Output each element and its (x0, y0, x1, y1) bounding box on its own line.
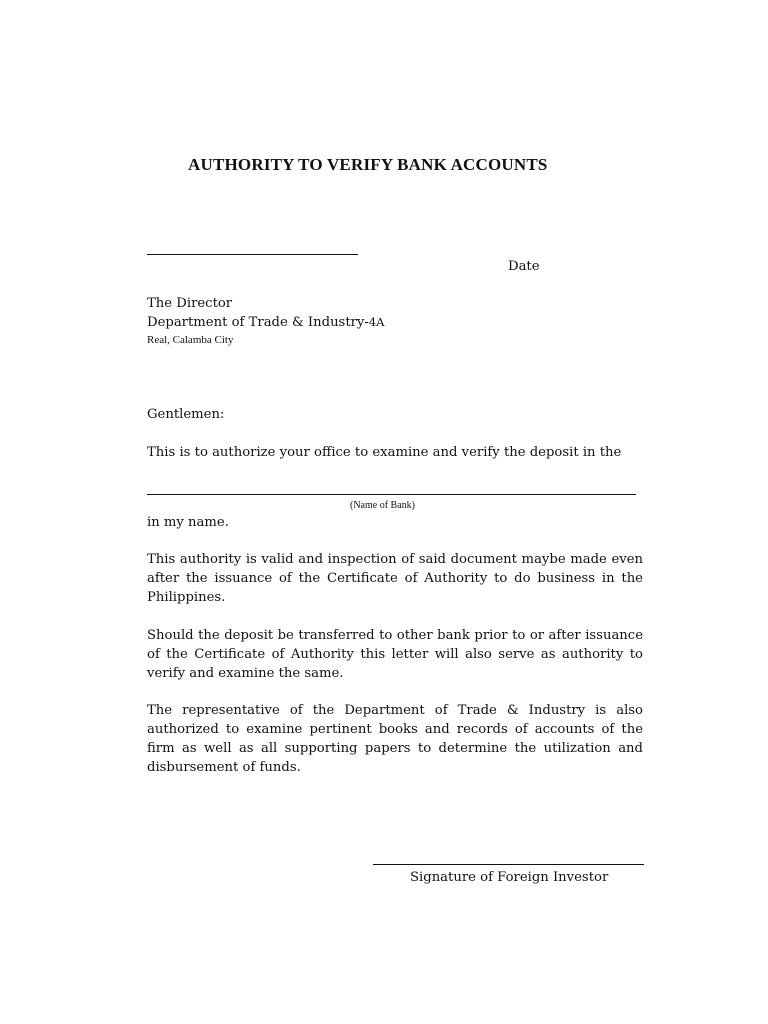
authorize-line: This is to authorize your office to examine and verify the deposit in the (147, 445, 622, 460)
signature-label: Signature of Foreign Investor (410, 870, 609, 885)
date-blank-line (147, 254, 358, 255)
paragraph-validity: This authority is valid and inspection of said document maybe made even after the issuance of the Certificate of Authority to do business in the Philippines. (147, 552, 643, 605)
bank-name-blank-line (147, 494, 636, 495)
document-title: AUTHORITY TO VERIFY BANK ACCOUNTS (188, 155, 548, 174)
addressee-department: Department of Trade & Industry-4A (147, 315, 385, 330)
salutation: Gentlemen: (147, 407, 225, 422)
bank-name-caption: (Name of Bank) (350, 500, 415, 511)
paragraph-representative: The representative of the Department of Trade & Industry is also authorized to examine pertinent books and records of accounts of the firm as well as all supporting papers to determine the utilization and disbursement of funds. (147, 703, 643, 775)
date-label: Date (508, 259, 540, 274)
in-my-name-text: in my name. (147, 515, 229, 530)
addressee-address: Real, Calamba City (147, 334, 234, 346)
addressee-title: The Director (147, 296, 233, 311)
signature-line (373, 864, 644, 865)
paragraph-transfer: Should the deposit be transferred to other bank prior to or after issuance of the Certificate of Authority this letter will also serve as authority to verify and examine the same. (147, 628, 643, 681)
